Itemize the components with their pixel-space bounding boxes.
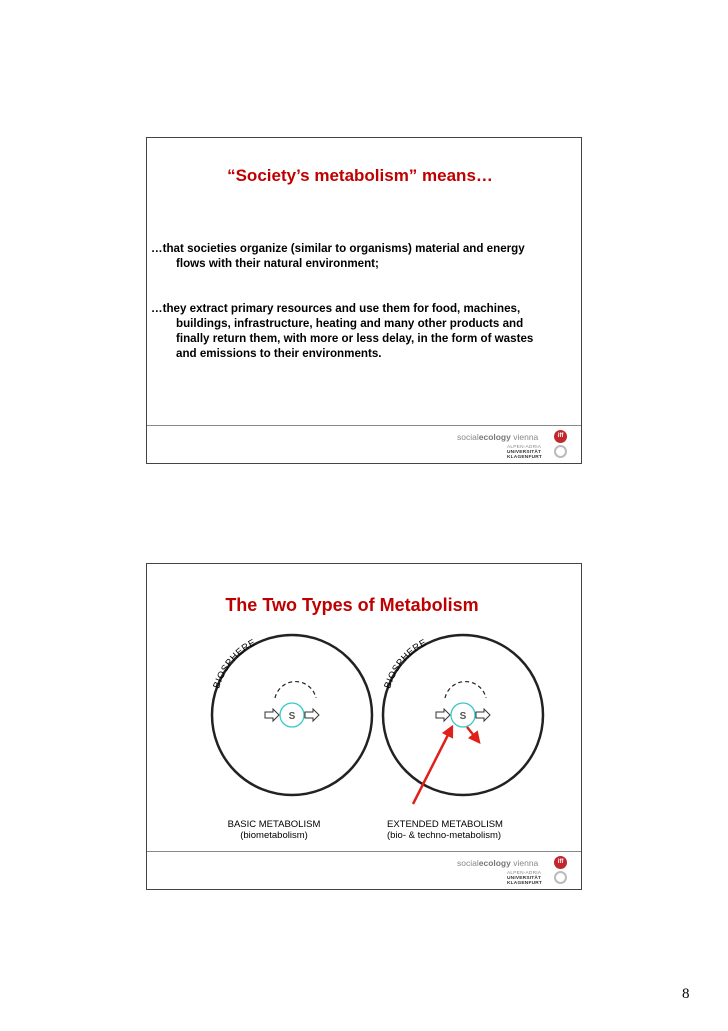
basic-metabolism-subcaption: (biometabolism): [240, 830, 308, 841]
outflow-arrow-icon: [305, 709, 319, 721]
iff-logo-icon: iff: [554, 430, 567, 443]
society-label: S: [459, 711, 467, 722]
footer-logo: [457, 430, 567, 460]
extended-metabolism-subcaption: (bio- & techno-metabolism): [387, 830, 502, 841]
extended-metabolism-diagram: [382, 635, 543, 804]
metabolism-diagrams: [147, 564, 583, 851]
footer-logo: [457, 856, 567, 886]
slide-society-metabolism: [146, 137, 582, 464]
society-label: S: [288, 711, 296, 722]
university-name: ALPEN-ADRIA UNIVERSITÄT KLAGENFURT: [507, 871, 543, 886]
bullet-paragraph: [151, 301, 569, 361]
footer-divider: [147, 425, 581, 426]
bullet-paragraph: [151, 241, 569, 271]
bullet-first-line: …they extract primary resources and use them for food, machines,: [151, 302, 521, 315]
biosphere-label: BIOSPHERE: [211, 637, 258, 690]
bullet-first-line: …that societies organize (similar to organisms) material and energy: [151, 242, 525, 255]
outflow-arrow-icon: [476, 709, 490, 721]
footer-divider: [147, 851, 581, 852]
bullet-continuation: flows with their natural environment;: [176, 257, 379, 270]
inflow-arrow-icon: [265, 709, 279, 721]
university-logo-icon: [554, 871, 567, 884]
iff-logo-icon: iff: [554, 856, 567, 869]
basic-metabolism-caption: BASIC METABOLISM: [227, 819, 321, 830]
extended-metabolism-caption: EXTENDED METABOLISM: [387, 819, 503, 830]
dashed-boundary: [445, 682, 486, 698]
page-number: 8: [682, 986, 690, 1002]
dashed-boundary: [275, 682, 316, 698]
slide-title: The Two Types of Metabolism: [225, 595, 479, 615]
bullet-continuation: buildings, infrastructure, heating and many other products and finally return them, with more or less delay, in the form of wastes and emissions to their environments.: [176, 317, 534, 360]
logo-brand-text: socialecology vienna: [457, 858, 539, 868]
logo-brand-text: socialecology vienna: [457, 432, 539, 442]
slide-two-types-metabolism: [146, 563, 582, 890]
basic-metabolism-diagram: [211, 635, 372, 795]
inflow-arrow-icon: [436, 709, 450, 721]
slide-title: “Society’s metabolism” means…: [227, 166, 493, 185]
biosphere-label: BIOSPHERE: [382, 637, 429, 690]
techno-outflow-arrow-icon: [467, 727, 479, 742]
university-name: ALPEN-ADRIA UNIVERSITÄT KLAGENFURT: [507, 445, 543, 460]
university-logo-icon: [554, 445, 567, 458]
